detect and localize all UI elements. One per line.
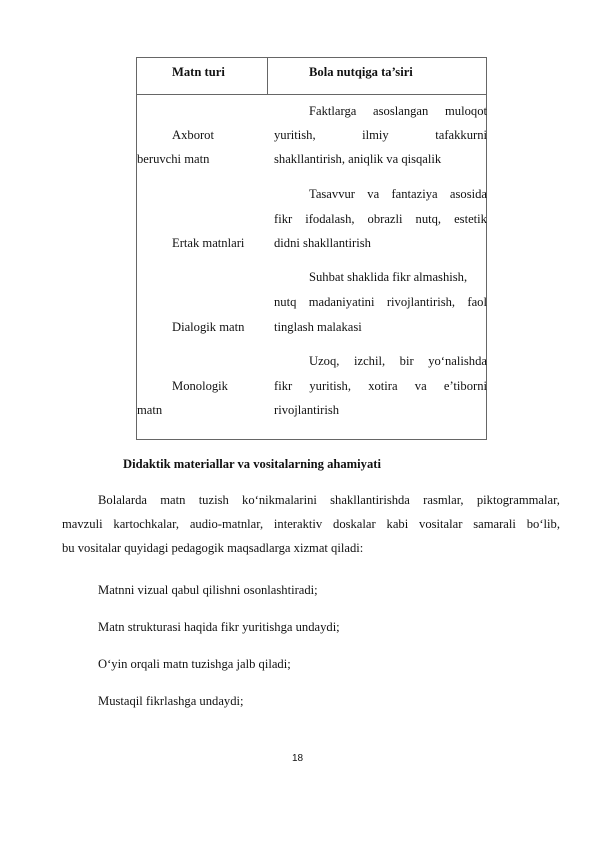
table-header-divider xyxy=(136,94,487,95)
list-item: Matn strukturasi haqida fikr yuritishga undaydi; xyxy=(98,620,340,634)
table-row-3-effect-line-1: Suhbat shaklida fikr almashish, xyxy=(309,270,468,284)
list-item: Mustaqil fikrlashga undaydi; xyxy=(98,694,244,708)
table-row-1-effect-line-1: Faktlarga asoslangan muloqot xyxy=(309,104,487,118)
table-row-2-type: Ertak matnlari xyxy=(172,236,245,250)
table-row-3-effect-line-3: tinglash malakasi xyxy=(274,320,362,334)
page-number: 18 xyxy=(292,753,304,764)
table-column-divider xyxy=(267,57,268,94)
table-row-1-effect-line-3: shakllantirish, aniqlik va qisqalik xyxy=(274,152,442,166)
table-header-effect: Bola nutqiga ta’siri xyxy=(309,65,413,79)
table-row-4-type: Monologik xyxy=(172,379,228,393)
list-item: Matnni vizual qabul qilishni osonlashtiradi; xyxy=(98,583,318,597)
table-row-3-type: Dialogik matn xyxy=(172,320,245,334)
paragraph-line-1: Bolalarda matn tuzish ko‘nikmalarini shakllantirishda rasmlar, piktogrammalar, xyxy=(98,493,560,507)
paragraph-line-3: bu vositalar quyidagi pedagogik maqsadlarga xizmat qiladi: xyxy=(62,541,364,555)
list-item: O‘yin orqali matn tuzishga jalb qiladi; xyxy=(98,657,291,671)
table-row-1-type-cont: beruvchi matn xyxy=(137,152,210,166)
table-row-4-effect-line-2: fikr yuritish, xotira va e’tiborni xyxy=(274,379,487,393)
paragraph-line-2: mavzuli kartochkalar, audio-matnlar, interaktiv doskalar kabi vositalar samarali bo‘lib, xyxy=(62,517,560,531)
table-row-4-type-cont: matn xyxy=(137,403,163,417)
table-row-2-effect-line-3: didni shakllantirish xyxy=(274,236,371,250)
table-row-1-type: Axborot xyxy=(172,128,214,142)
table-header-text-type: Matn turi xyxy=(172,65,225,79)
table-row-1-effect-line-2: yuritish, ilmiy tafakkurni xyxy=(274,128,487,142)
table-row-4-effect-line-1: Uzoq, izchil, bir yo‘nalishda xyxy=(309,354,487,368)
table-row-2-effect-line-1: Tasavvur va fantaziya asosida xyxy=(309,187,487,201)
table-row-3-effect-line-2: nutq madaniyatini rivojlantirish, faol xyxy=(274,295,487,309)
table-row-2-effect-line-2: fikr ifodalash, obrazli nutq, estetik xyxy=(274,212,487,226)
table-row-4-effect-line-3: rivojlantirish xyxy=(274,403,340,417)
section-title: Didaktik materiallar va vositalarning ahamiyati xyxy=(123,457,381,471)
